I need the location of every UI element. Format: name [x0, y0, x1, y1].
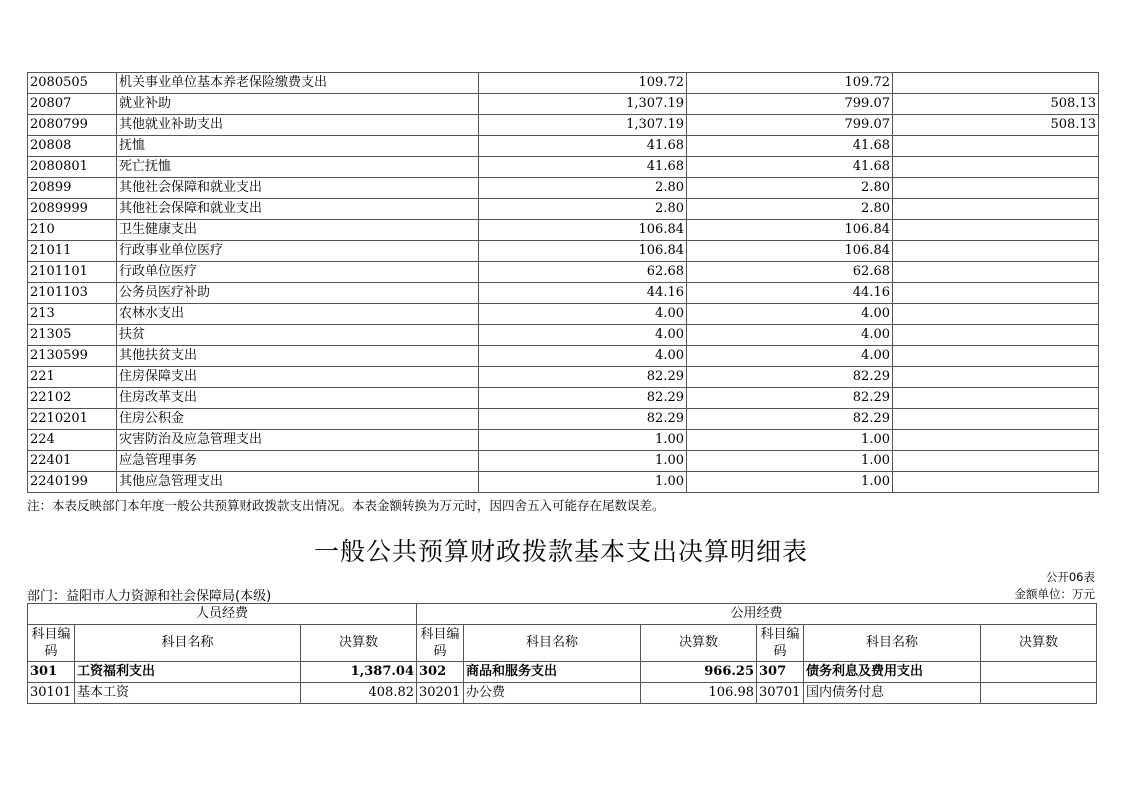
cell-project	[893, 451, 1099, 472]
cell-code: 2101101	[28, 262, 117, 283]
cell-project	[893, 409, 1099, 430]
column-header-row	[28, 625, 1097, 662]
cell-project	[893, 304, 1099, 325]
cell-total: 82.29	[479, 367, 687, 388]
cell-name: 灾害防治及应急管理支出	[117, 430, 479, 451]
table-row	[28, 157, 1099, 178]
cell-name: 办公费	[464, 683, 641, 704]
cell-basic: 41.68	[687, 136, 893, 157]
table-number: 公开06表	[1045, 570, 1095, 584]
cell-code: 2130599	[28, 346, 117, 367]
cell-project	[893, 73, 1099, 94]
cell-project	[893, 262, 1099, 283]
cell-code: 301	[28, 662, 75, 683]
cell-total: 2.80	[479, 178, 687, 199]
cell-code: 213	[28, 304, 117, 325]
table-row	[28, 430, 1099, 451]
table-row	[28, 283, 1099, 304]
cell-code: 30101	[28, 683, 75, 704]
cell-total: 41.68	[479, 136, 687, 157]
table-row	[28, 220, 1099, 241]
cell-total: 4.00	[479, 325, 687, 346]
cell-project	[893, 199, 1099, 220]
cell-basic: 799.07	[687, 115, 893, 136]
cell-total: 41.68	[479, 157, 687, 178]
table-row	[28, 178, 1099, 199]
cell-total: 1,307.19	[479, 115, 687, 136]
table-row	[28, 241, 1099, 262]
table-row	[28, 409, 1099, 430]
cell-amount: 966.25	[641, 662, 757, 683]
table-row	[28, 451, 1099, 472]
cell-name: 行政事业单位医疗	[117, 241, 479, 262]
cell-name: 住房公积金	[117, 409, 479, 430]
cell-total: 109.72	[479, 73, 687, 94]
cell-name: 卫生健康支出	[117, 220, 479, 241]
cell-amount	[981, 662, 1097, 683]
cell-amount: 1,387.04	[301, 662, 417, 683]
cell-name: 公务员医疗补助	[117, 283, 479, 304]
basic-expenditure-detail-table	[27, 603, 1097, 704]
amount-unit-label: 金额单位：万元	[1014, 587, 1095, 601]
cell-project	[893, 430, 1099, 451]
cell-total: 106.84	[479, 220, 687, 241]
cell-code: 30201	[417, 683, 464, 704]
cell-basic: 1.00	[687, 472, 893, 493]
cell-basic: 109.72	[687, 73, 893, 94]
cell-code: 30701	[757, 683, 804, 704]
col-header-code: 科目编码	[28, 625, 75, 662]
cell-total: 2.80	[479, 199, 687, 220]
cell-code: 2080799	[28, 115, 117, 136]
cell-name: 扶贫	[117, 325, 479, 346]
cell-total: 1.00	[479, 451, 687, 472]
cell-basic: 44.16	[687, 283, 893, 304]
cell-code: 302	[417, 662, 464, 683]
col-header-code: 科目编码	[757, 625, 804, 662]
cell-amount	[981, 683, 1097, 704]
cell-total: 4.00	[479, 346, 687, 367]
cell-total: 106.84	[479, 241, 687, 262]
cell-basic: 82.29	[687, 367, 893, 388]
cell-total: 82.29	[479, 388, 687, 409]
cell-total: 4.00	[479, 304, 687, 325]
cell-name: 商品和服务支出	[464, 662, 641, 683]
cell-basic: 106.84	[687, 220, 893, 241]
group-header-row	[28, 604, 1097, 625]
cell-project: 508.13	[893, 115, 1099, 136]
cell-total: 1.00	[479, 472, 687, 493]
cell-name: 行政单位医疗	[117, 262, 479, 283]
cell-code: 210	[28, 220, 117, 241]
cell-code: 20807	[28, 94, 117, 115]
table-row	[28, 388, 1099, 409]
col-header-code: 科目编码	[417, 625, 464, 662]
col-header-amount: 决算数	[981, 625, 1097, 662]
cell-project: 508.13	[893, 94, 1099, 115]
cell-project	[893, 178, 1099, 199]
cell-total: 44.16	[479, 283, 687, 304]
cell-code: 22401	[28, 451, 117, 472]
cell-amount: 106.98	[641, 683, 757, 704]
cell-project	[893, 346, 1099, 367]
cell-code: 224	[28, 430, 117, 451]
col-header-name: 科目名称	[464, 625, 641, 662]
table-row	[28, 472, 1099, 493]
cell-name: 其他扶贫支出	[117, 346, 479, 367]
col-header-name: 科目名称	[804, 625, 981, 662]
cell-project	[893, 157, 1099, 178]
cell-total: 1.00	[479, 430, 687, 451]
cell-name: 债务利息及费用支出	[804, 662, 981, 683]
cell-name: 工资福利支出	[75, 662, 301, 683]
cell-code: 2089999	[28, 199, 117, 220]
cell-code: 2080801	[28, 157, 117, 178]
table-row	[28, 304, 1099, 325]
cell-code: 21305	[28, 325, 117, 346]
cell-project	[893, 325, 1099, 346]
cell-code: 221	[28, 367, 117, 388]
cell-code: 21011	[28, 241, 117, 262]
cell-basic: 4.00	[687, 346, 893, 367]
cell-basic: 82.29	[687, 388, 893, 409]
cell-total: 62.68	[479, 262, 687, 283]
cell-total: 82.29	[479, 409, 687, 430]
cell-name: 住房改革支出	[117, 388, 479, 409]
cell-project	[893, 283, 1099, 304]
col-header-name: 科目名称	[75, 625, 301, 662]
cell-name: 死亡抚恤	[117, 157, 479, 178]
col-header-amount: 决算数	[301, 625, 417, 662]
cell-project	[893, 241, 1099, 262]
cell-code: 20899	[28, 178, 117, 199]
cell-name: 其他社会保障和就业支出	[117, 199, 479, 220]
cell-code: 307	[757, 662, 804, 683]
cell-code: 20808	[28, 136, 117, 157]
table-row	[28, 662, 1097, 683]
cell-code: 2240199	[28, 472, 117, 493]
cell-project	[893, 367, 1099, 388]
department-label: 部门：益阳市人力资源和社会保障局(本级)	[27, 589, 272, 604]
cell-basic: 2.80	[687, 199, 893, 220]
cell-name: 住房保障支出	[117, 367, 479, 388]
table-note: 注：本表反映部门本年度一般公共预算财政拨款支出情况。本表金额转换为万元时，因四舍五入可能存在尾数误差。	[27, 498, 665, 513]
cell-basic: 4.00	[687, 304, 893, 325]
table-row	[28, 73, 1099, 94]
cell-code: 22102	[28, 388, 117, 409]
table-row	[28, 367, 1099, 388]
group-personnel-header: 人员经费	[28, 604, 417, 625]
cell-basic: 82.29	[687, 409, 893, 430]
cell-basic: 106.84	[687, 241, 893, 262]
cell-name: 其他应急管理支出	[117, 472, 479, 493]
table-row	[28, 346, 1099, 367]
cell-code: 2080505	[28, 73, 117, 94]
cell-amount: 408.82	[301, 683, 417, 704]
cell-basic: 1.00	[687, 430, 893, 451]
table-row	[28, 136, 1099, 157]
table-row	[28, 325, 1099, 346]
cell-basic: 2.80	[687, 178, 893, 199]
cell-name: 农林水支出	[117, 304, 479, 325]
cell-basic: 799.07	[687, 94, 893, 115]
table-row	[28, 683, 1097, 704]
col-header-amount: 决算数	[641, 625, 757, 662]
table-row	[28, 94, 1099, 115]
cell-name: 就业补助	[117, 94, 479, 115]
table-row	[28, 262, 1099, 283]
cell-name: 抚恤	[117, 136, 479, 157]
cell-basic: 1.00	[687, 451, 893, 472]
table-row	[28, 115, 1099, 136]
cell-project	[893, 220, 1099, 241]
expenditure-table-top	[27, 72, 1099, 493]
cell-name: 其他社会保障和就业支出	[117, 178, 479, 199]
cell-name: 国内债务付息	[804, 683, 981, 704]
cell-name: 其他就业补助支出	[117, 115, 479, 136]
cell-basic: 41.68	[687, 157, 893, 178]
cell-name: 基本工资	[75, 683, 301, 704]
cell-name: 应急管理事务	[117, 451, 479, 472]
cell-project	[893, 136, 1099, 157]
group-public-header: 公用经费	[417, 604, 1097, 625]
cell-basic: 4.00	[687, 325, 893, 346]
page-title: 一般公共预算财政拨款基本支出决算明细表	[313, 537, 808, 566]
cell-project	[893, 388, 1099, 409]
cell-code: 2101103	[28, 283, 117, 304]
cell-total: 1,307.19	[479, 94, 687, 115]
cell-basic: 62.68	[687, 262, 893, 283]
table-row	[28, 199, 1099, 220]
cell-code: 2210201	[28, 409, 117, 430]
cell-name: 机关事业单位基本养老保险缴费支出	[117, 73, 479, 94]
cell-project	[893, 472, 1099, 493]
